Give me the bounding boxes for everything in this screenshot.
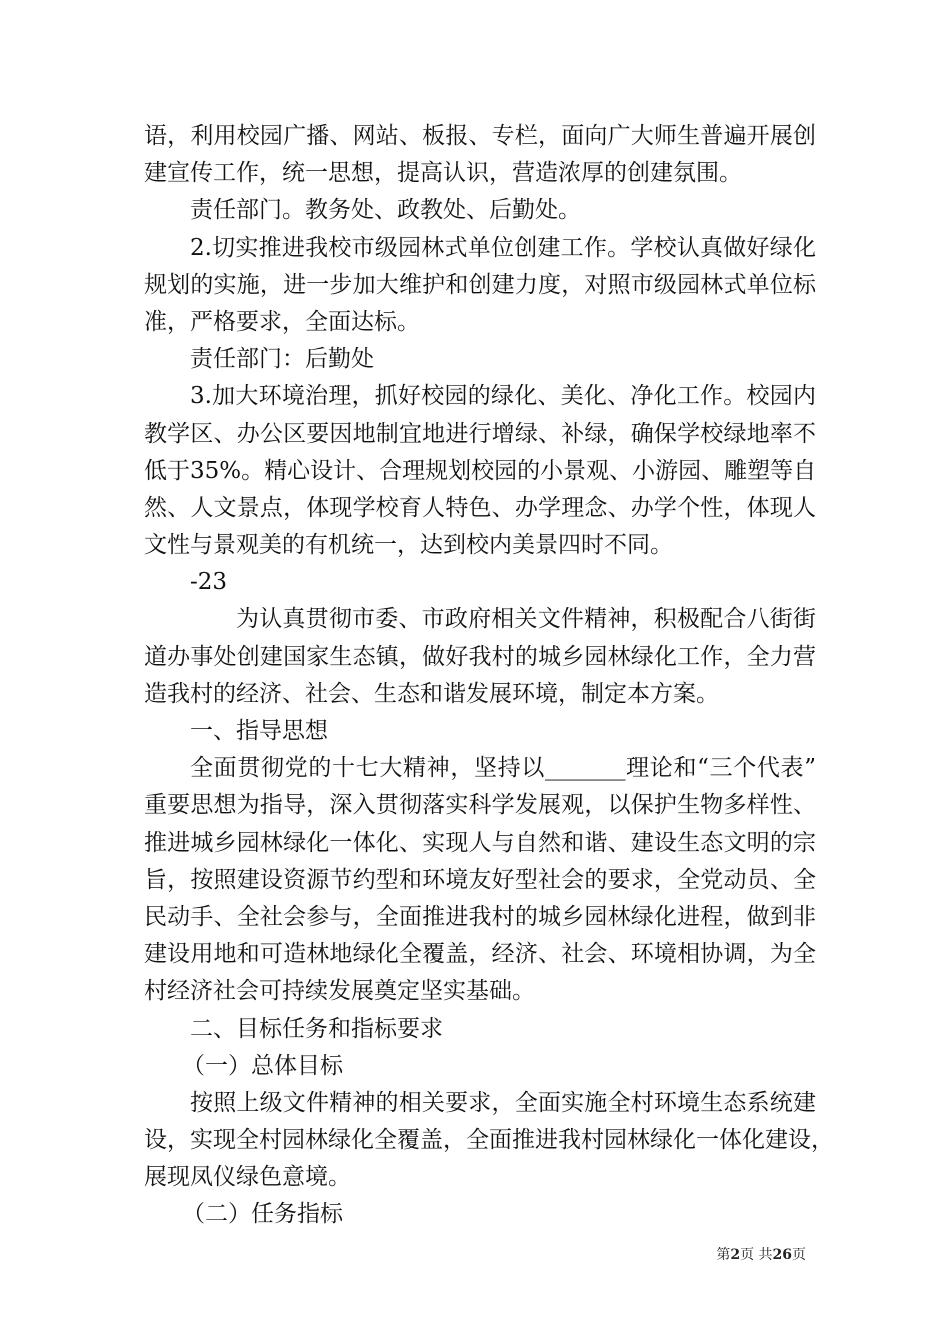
text-line: 然、人文景点，体现学校育人特色、办学理念、办学个性，体现人 <box>144 494 816 521</box>
text-line: 村经济社会可持续发展奠定坚实基础。 <box>144 978 535 1005</box>
text-line: 全面贯彻党的十七大精神，坚持以_______理论和“三个代表” <box>190 755 816 782</box>
text-line: -23 <box>190 569 228 596</box>
document-body <box>144 118 834 1234</box>
footer-prefix: 第 <box>716 1247 731 1263</box>
text-line: 2.切实推进我校市级园林式单位创建工作。学校认真做好绿化 <box>190 234 816 261</box>
text-line: 建宣传工作，统一思想，提高认识，营造浓厚的创建氛围。 <box>144 160 742 187</box>
text-line: 3.加大环境治理，抓好校园的绿化、美化、净化工作。校园内 <box>190 383 816 410</box>
text-line: 教学区、办公区要因地制宜地进行增绿、补绿，确保学校绿地率不 <box>144 420 816 447</box>
text-line: 设，实现全村园林绿化全覆盖，全面推进我村园林绿化一体化建设， <box>144 1127 834 1154</box>
current-page-number: 2 <box>730 1247 741 1263</box>
footer-suffix: 页 <box>792 1247 806 1263</box>
text-line: 建设用地和可造林地绿化全覆盖，经济、社会、环境相协调，为全 <box>144 941 816 968</box>
text-line: 为认真贯彻市委、市政府相关文件精神，积极配合八街街 <box>236 606 816 633</box>
footer-middle: 页 共 <box>740 1247 773 1263</box>
text-line: 责任部门：后勤处 <box>190 346 374 373</box>
subsection-heading: （二）任务指标 <box>182 1201 343 1228</box>
text-line: 造我村的经济、社会、生态和谐发展环境，制定本方案。 <box>144 680 719 707</box>
text-line: 责任部门。教务处、政教处、后勤处。 <box>190 197 581 224</box>
subsection-heading: （一）总体目标 <box>182 1052 343 1079</box>
text-line: 按照上级文件精神的相关要求，全面实施全村环境生态系统建 <box>190 1089 816 1116</box>
total-page-number: 26 <box>772 1247 792 1263</box>
text-line: 低于35%。精心设计、合理规划校园的小景观、小游园、雕塑等自 <box>144 457 817 484</box>
text-line: 准，严格要求，全面达标。 <box>144 308 420 335</box>
text-line: 重要思想为指导，深入贯彻落实科学发展观，以保护生物多样性、 <box>144 792 816 819</box>
text-line: 旨，按照建设资源节约型和环境友好型社会的要求，全党动员、全 <box>144 866 816 893</box>
section-heading: 二、目标任务和指标要求 <box>190 1015 443 1042</box>
text-line: 规划的实施，进一步加大维护和创建力度，对照市级园林式单位标 <box>144 271 816 298</box>
page-number-footer <box>716 1244 806 1264</box>
text-line: 民动手、全社会参与，全面推进我村的城乡园林绿化进程，做到非 <box>144 903 816 930</box>
section-heading: 一、指导思想 <box>190 718 328 744</box>
text-line: 道办事处创建国家生态镇，做好我村的城乡园林绿化工作，全力营 <box>144 643 816 670</box>
text-line: 语，利用校园广播、网站、板报、专栏，面向广大师生普遍开展创 <box>144 123 816 149</box>
text-line: 文性与景观美的有机统一，达到校内美景四时不同。 <box>144 532 673 559</box>
text-line: 展现凤仪绿色意境。 <box>144 1164 351 1191</box>
text-line: 推进城乡园林绿化一体化、实现人与自然和谐、建设生态文明的宗 <box>144 829 816 856</box>
